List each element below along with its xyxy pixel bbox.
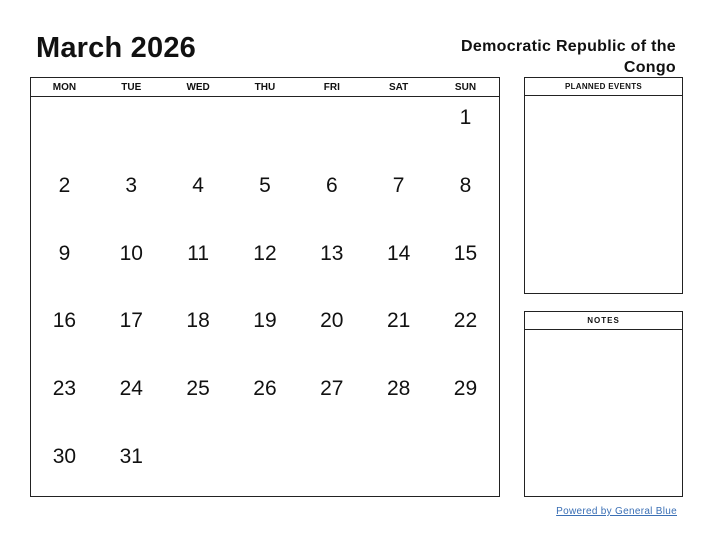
week-row [31,165,499,233]
weekday-fri: FRI [323,82,340,93]
day-cell: 25 [186,377,210,401]
day-cell [165,436,232,504]
day-cell: 4 [192,173,204,197]
day-cell [432,436,499,504]
day-cell: 20 [320,309,344,333]
page-title: March 2026 [36,32,196,64]
weekday-header-row [31,78,499,97]
week-row [31,436,499,504]
day-cell: 24 [119,377,143,401]
day-cell: 29 [453,377,478,401]
day-cell [98,97,165,165]
day-cell [232,97,299,165]
country-name: Democratic Republic of the Congo [461,38,676,76]
day-cell: 2 [58,173,71,197]
day-cell: 21 [386,309,411,333]
day-cell [365,436,432,504]
day-cell: 26 [253,377,277,401]
day-cell: 13 [320,241,344,265]
day-cell: 1 [459,106,472,129]
week-row [31,368,499,436]
weekday-mon: MON [52,82,77,93]
week-row [31,97,499,165]
day-cell: 16 [52,309,77,333]
day-cell [31,97,98,165]
day-cell: 11 [187,241,210,265]
day-cell: 23 [52,377,77,401]
week-row [31,233,499,301]
day-cell: 28 [386,377,411,401]
day-cell [365,97,432,165]
day-cell: 10 [119,241,143,265]
day-cell: 18 [186,309,210,333]
day-cell: 5 [259,173,271,197]
week-row [31,300,499,368]
day-cell: 30 [52,444,77,468]
day-cell: 3 [125,173,138,197]
day-cell: 12 [253,241,277,265]
day-cell: 6 [325,173,338,197]
notes-title: NOTES [525,312,682,330]
weekday-thu: THU [254,82,276,93]
day-cell: 14 [386,241,411,265]
day-cell [232,436,299,504]
notes-panel [524,311,683,497]
weekday-wed: WED [186,82,210,93]
day-cell: 31 [119,444,143,468]
day-cell: 22 [453,309,478,333]
weeks-container [31,97,499,504]
weekday-sun: SUN [454,82,477,93]
day-cell: 27 [320,377,344,401]
planned-events-title: PLANNED EVENTS [525,78,682,96]
day-cell [298,436,365,504]
calendar-grid [30,77,500,497]
day-cell: 7 [392,173,405,197]
day-cell: 19 [253,309,277,333]
day-cell: 9 [58,241,71,265]
day-cell: 8 [459,173,472,197]
powered-by-link[interactable]: Powered by General Blue [556,506,677,517]
day-cell: 17 [119,309,143,333]
weekday-tue: TUE [121,82,142,93]
day-cell [298,97,365,165]
planned-events-panel [524,77,683,294]
day-cell: 15 [453,241,478,265]
weekday-sat: SAT [389,82,409,93]
day-cell [165,97,232,165]
